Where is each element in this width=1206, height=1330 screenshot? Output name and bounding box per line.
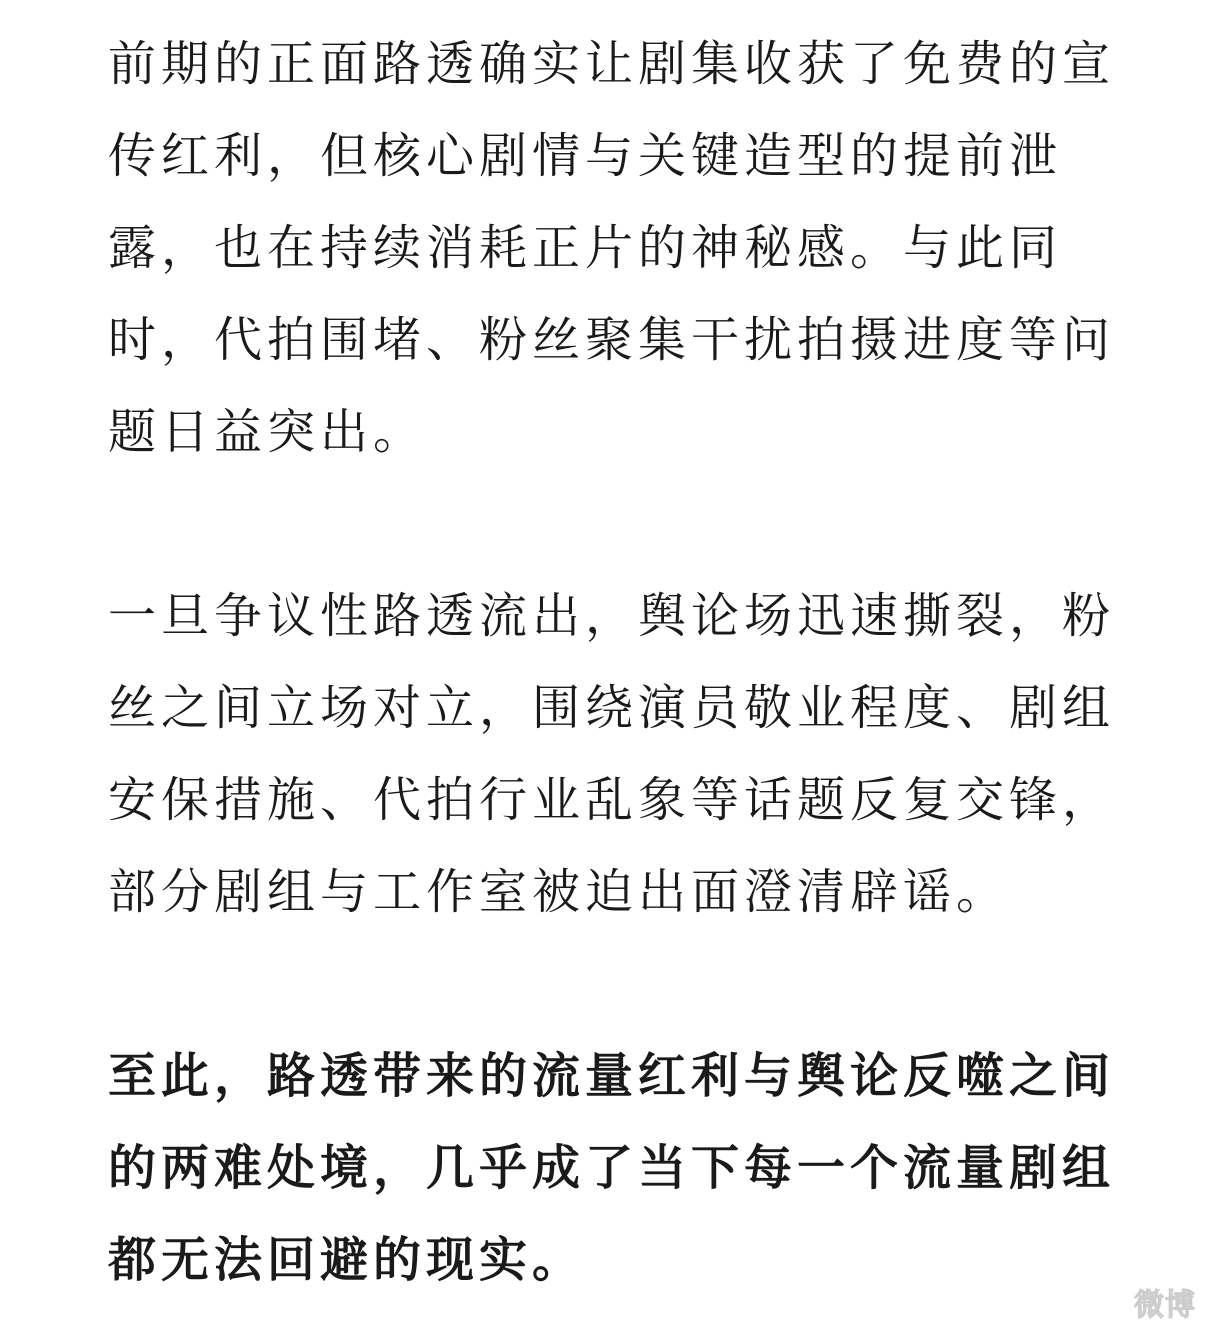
text-line: 时，代拍围堵、粉丝聚集干扰拍摄进度等问: [108, 312, 1116, 368]
paragraph-3-bold: [108, 1030, 1116, 1306]
text-line: 丝之间立场对立，围绕演员敬业程度、剧组: [108, 680, 1116, 736]
text-line: 至此，路透带来的流量红利与舆论反噬之间: [108, 1048, 1116, 1104]
article-body: [108, 18, 1116, 1306]
text-line: 题日益突出。: [108, 404, 427, 460]
weibo-watermark: 微博: [1134, 1289, 1196, 1322]
text-line: 露，也在持续消耗正片的神秘感。与此同: [108, 220, 1063, 276]
paragraph-1: [108, 18, 1116, 478]
text-line: 安保措施、代拍行业乱象等话题反复交锋，: [108, 772, 1116, 828]
text-line: 一旦争议性路透流出，舆论场迅速撕裂，粉: [108, 588, 1116, 644]
text-line: 的两难处境，几乎成了当下每一个流量剧组: [108, 1140, 1116, 1196]
text-line: 都无法回避的现实。: [108, 1232, 586, 1288]
text-line: 前期的正面路透确实让剧集收获了免费的宣: [108, 36, 1116, 92]
text-line: 部分剧组与工作室被迫出面澄清辟谣。: [108, 864, 1010, 920]
paragraph-2: [108, 570, 1116, 938]
text-line: 传红利，但核心剧情与关键造型的提前泄: [108, 128, 1063, 184]
